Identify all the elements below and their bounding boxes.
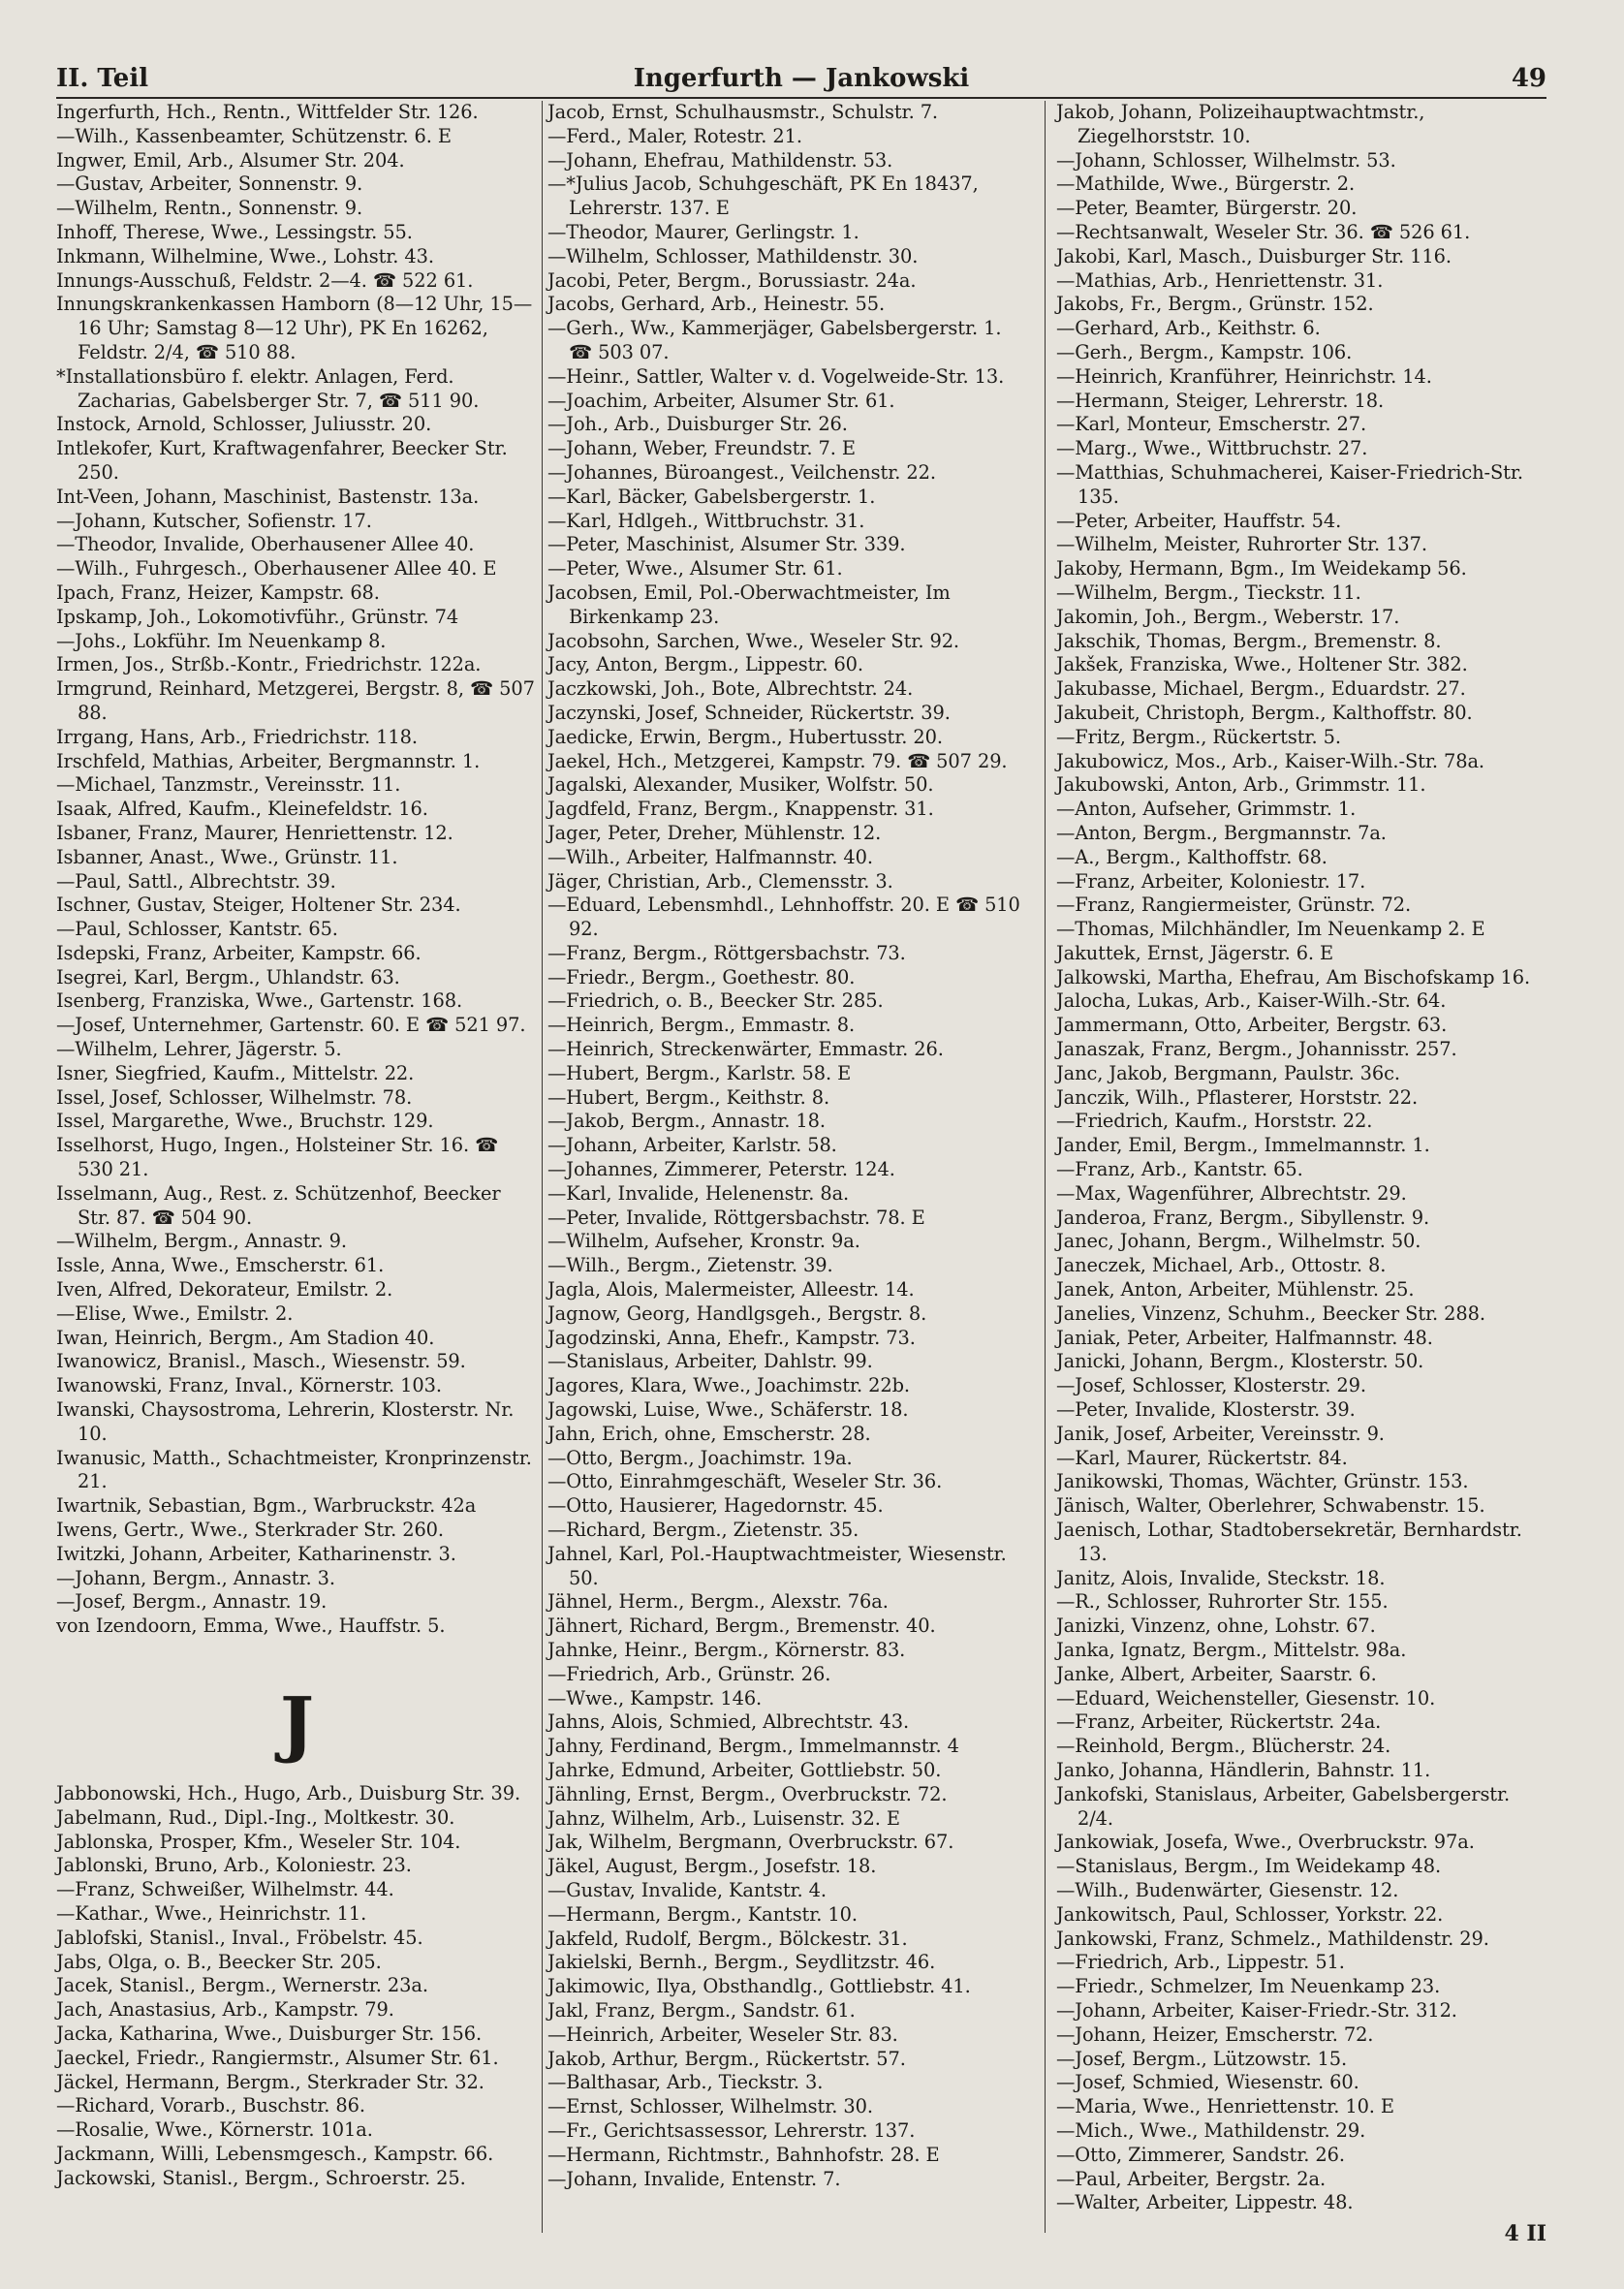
directory-entry: Jahnz, Wilhelm, Arb., Luisenstr. 32. E bbox=[547, 1806, 900, 1830]
directory-entry: —Josef, Schmied, Wiesenstr. 60. bbox=[1056, 2071, 1359, 2094]
directory-entry: —Mich., Wwe., Mathildenstr. 29. bbox=[1056, 2118, 1366, 2142]
column-divider-1 bbox=[542, 101, 543, 2233]
directory-entry: —Max, Wagenführer, Albrechtstr. 29. bbox=[1056, 1181, 1407, 1205]
directory-entry: —Peter, Invalide, Klosterstr. 39. bbox=[1056, 1398, 1356, 1422]
directory-entry: —Johann, Ehefrau, Mathildenstr. 53. bbox=[547, 148, 893, 172]
directory-entry: Jander, Emil, Bergm., Immelmannstr. 1. bbox=[1056, 1134, 1430, 1157]
directory-entry: Isbaner, Franz, Maurer, Henriettenstr. 12. bbox=[56, 821, 453, 844]
directory-entry: Jach, Anastasius, Arb., Kampstr. 79. bbox=[56, 1998, 394, 2022]
directory-entry: —Gustav, Arbeiter, Sonnenstr. 9. bbox=[56, 172, 363, 196]
directory-entry: —Wwe., Kampstr. 146. bbox=[547, 1686, 763, 1709]
directory-entry: Jablofski, Stanisl., Inval., Fröbelstr. 45. bbox=[56, 1926, 423, 1949]
directory-entry: Ischner, Gustav, Steiger, Holtener Str. 234. bbox=[56, 894, 461, 917]
directory-entry: Jahns, Alois, Schmied, Albrechtstr. 43. bbox=[547, 1710, 910, 1734]
directory-entry: —Franz, Rangiermeister, Grünstr. 72. bbox=[1056, 894, 1412, 917]
directory-entry: —Anton, Aufseher, Grimmstr. 1. bbox=[1056, 798, 1357, 821]
directory-entry: —Wilh., Arbeiter, Halfmannstr. 40. bbox=[547, 845, 873, 868]
directory-entry: Innungs-Ausschuß, Feldstr. 2—4. ☎ 522 61. bbox=[56, 268, 474, 292]
directory-entry: —Friedr., Schmelzer, Im Neuenkamp 23. bbox=[1056, 1975, 1441, 1998]
directory-entry: Jaeckel, Friedr., Rangiermstr., Alsumer Str. 61. bbox=[56, 2046, 499, 2069]
directory-entry: Jakoby, Hermann, Bgm., Im Weidekamp 56. bbox=[1056, 557, 1467, 580]
directory-entry: Jakschik, Thomas, Bergm., Bremenstr. 8. bbox=[1056, 629, 1442, 652]
directory-entry: Iven, Alfred, Dekorateur, Emilstr. 2. bbox=[56, 1278, 393, 1301]
directory-entry: Jakuttek, Ernst, Jägerstr. 6. E bbox=[1056, 941, 1334, 964]
directory-entry: —Wilhelm, Schlosser, Mathildenstr. 30. bbox=[547, 244, 919, 267]
directory-entry: Issel, Josef, Schlosser, Wilhelmstr. 78. bbox=[56, 1085, 413, 1109]
directory-entry: —Franz, Arb., Kantstr. 65. bbox=[1056, 1158, 1303, 1181]
running-title: Ingerfurth — Jankowski bbox=[633, 64, 970, 93]
directory-entry: Iwanusic, Matth., Schachtmeister, Kronprinzenstr. 21. bbox=[56, 1446, 532, 1493]
directory-entry: —Ernst, Schlosser, Wilhelmstr. 30. bbox=[547, 2095, 873, 2118]
directory-entry: —Eduard, Lebensmhdl., Lehnhoffstr. 20. E ☎ 510 92. bbox=[547, 894, 1020, 941]
directory-entry: —Johs., Lokführ. Im Neuenkamp 8. bbox=[56, 629, 387, 652]
directory-entry: —Johannes, Zimmerer, Peterstr. 124. bbox=[547, 1158, 895, 1181]
directory-entry: Innungskrankenkassen Hamborn (8—12 Uhr, 15—16 Uhr; Samstag 8—12 Uhr), PK En 16262, Feldstr. 2/4, ☎ 510 88. bbox=[56, 293, 533, 363]
directory-entry: Jacobsohn, Sarchen, Wwe., Weseler Str. 92. bbox=[547, 629, 959, 652]
directory-entry: —Theodor, Invalide, Oberhausener Allee 40. bbox=[56, 533, 475, 556]
directory-entry: Janaszak, Franz, Bergm., Johannisstr. 257. bbox=[1056, 1038, 1457, 1061]
directory-entry: Iwanski, Chaysostroma, Lehrerin, Klosterstr. Nr. 10. bbox=[56, 1398, 515, 1445]
directory-entry: —Eduard, Weichensteller, Giesenstr. 10. bbox=[1056, 1686, 1436, 1709]
directory-entry: —Peter, Arbeiter, Hauffstr. 54. bbox=[1056, 509, 1342, 532]
column-2-entries bbox=[547, 101, 1030, 2191]
directory-entry: Janc, Jakob, Bergmann, Paulstr. 36c. bbox=[1056, 1061, 1400, 1084]
directory-entry: Iwanowski, Franz, Inval., Körnerstr. 103. bbox=[56, 1374, 442, 1397]
directory-entry: Ingwer, Emil, Arb., Alsumer Str. 204. bbox=[56, 148, 405, 172]
part-label: II. Teil bbox=[56, 64, 149, 93]
directory-entry: —Gerhard, Arb., Keithstr. 6. bbox=[1056, 317, 1321, 340]
directory-entry: Janik, Josef, Arbeiter, Vereinsstr. 9. bbox=[1056, 1422, 1385, 1445]
directory-entry: Jablonska, Prosper, Kfm., Weseler Str. 104. bbox=[56, 1830, 461, 1853]
directory-entry: —Otto, Einrahmgeschäft, Weseler Str. 36. bbox=[547, 1470, 943, 1493]
directory-entry: Jäkel, August, Bergm., Josefstr. 18. bbox=[547, 1855, 877, 1878]
directory-entry: —Matthias, Schuhmacherei, Kaiser-Friedrich-Str. 135. bbox=[1056, 460, 1523, 508]
directory-entry: Janczik, Wilh., Pflasterer, Horststr. 22. bbox=[1056, 1085, 1419, 1109]
directory-entry: Jakielski, Bernh., Bergm., Seydlitzstr. 46. bbox=[547, 1951, 936, 1974]
directory-entry: Jakobs, Fr., Bergm., Grünstr. 152. bbox=[1056, 293, 1374, 316]
directory-entry: Janderoa, Franz, Bergm., Sibyllenstr. 9. bbox=[1056, 1206, 1430, 1229]
directory-entry: Jacy, Anton, Bergm., Lippestr. 60. bbox=[547, 653, 863, 676]
directory-entry: —Otto, Hausierer, Hagedornstr. 45. bbox=[547, 1494, 884, 1518]
directory-entry: —*Julius Jacob, Schuhgeschäft, PK En 18437, Lehrerstr. 137. E bbox=[547, 172, 979, 220]
directory-entry: Jakob, Johann, Polizeihauptwachtmstr., Ziegelhorststr. 10. bbox=[1056, 101, 1425, 147]
directory-entry: —Elise, Wwe., Emilstr. 2. bbox=[56, 1301, 294, 1325]
directory-entry: Janek, Anton, Arbeiter, Mühlenstr. 25. bbox=[1056, 1278, 1415, 1301]
directory-entry: Janec, Johann, Bergm., Wilhelmstr. 50. bbox=[1056, 1230, 1421, 1253]
directory-entry: Janka, Ignatz, Bergm., Mittelstr. 98a. bbox=[1056, 1639, 1407, 1661]
directory-entry: —Stanislaus, Arbeiter, Dahlstr. 99. bbox=[547, 1350, 873, 1373]
directory-entry: Isselmann, Aug., Rest. z. Schützenhof, Beecker Str. 87. ☎ 504 90. bbox=[56, 1181, 501, 1229]
directory-entry: —Gerh., Ww., Kammerjäger, Gabelsbergerstr. 1. ☎ 503 07. bbox=[547, 317, 1002, 363]
directory-entry: Irmgrund, Reinhard, Metzgerei, Bergstr. 8, ☎ 507 88. bbox=[56, 677, 535, 724]
directory-entry: —Paul, Arbeiter, Bergstr. 2a. bbox=[1056, 2167, 1327, 2190]
directory-entry: Jahn, Erich, ohne, Emscherstr. 28. bbox=[547, 1422, 871, 1445]
directory-entry: —Rechtsanwalt, Weseler Str. 36. ☎ 526 61. bbox=[1056, 220, 1471, 243]
directory-entry: Iwartnik, Sebastian, Bgm., Warbruckstr. 42a bbox=[56, 1494, 477, 1518]
directory-entry: Ipskamp, Joh., Lokomotivführ., Grünstr. 74 bbox=[56, 605, 459, 628]
directory-entry: Janke, Albert, Arbeiter, Saarstr. 6. bbox=[1056, 1662, 1377, 1685]
directory-entry: —Heinrich, Arbeiter, Weseler Str. 83. bbox=[547, 2022, 898, 2046]
directory-entry: —Walter, Arbeiter, Lippestr. 48. bbox=[1056, 2191, 1354, 2214]
directory-entry: —Johann, Arbeiter, Kaiser-Friedr.-Str. 312. bbox=[1056, 1998, 1457, 2022]
directory-entry: —Anton, Bergm., Bergmannstr. 7a. bbox=[1056, 821, 1387, 844]
directory-entry: Jammermann, Otto, Arbeiter, Bergstr. 63. bbox=[1056, 1014, 1448, 1037]
directory-entry: —Maria, Wwe., Henriettenstr. 10. E bbox=[1056, 2095, 1394, 2118]
directory-entry: Irmen, Jos., Strßb.-Kontr., Friedrichstr. 122a. bbox=[56, 653, 482, 676]
directory-entry: Jakfeld, Rudolf, Bergm., Bölckestr. 31. bbox=[547, 1927, 908, 1950]
directory-entry: Jakubowski, Anton, Arb., Grimmstr. 11. bbox=[1056, 773, 1426, 797]
column-1 bbox=[56, 101, 538, 2191]
directory-entry: Jacob, Ernst, Schulhausmstr., Schulstr. 7. bbox=[547, 101, 938, 123]
directory-entry: —Franz, Bergm., Röttgersbachstr. 73. bbox=[547, 941, 906, 964]
directory-entry: Intlekofer, Kurt, Kraftwagenfahrer, Beecker Str. 250. bbox=[56, 437, 508, 484]
directory-entry: Janiak, Peter, Arbeiter, Halfmannstr. 48. bbox=[1056, 1326, 1433, 1349]
directory-entry: Jakimowic, Ilya, Obsthandlg., Gottliebstr. 41. bbox=[547, 1975, 971, 1998]
directory-entry: —Heinrich, Bergm., Emmastr. 8. bbox=[547, 1014, 856, 1037]
directory-entry: Jacobi, Peter, Bergm., Borussiastr. 24a. bbox=[547, 268, 917, 292]
directory-entry: —Gustav, Invalide, Kantstr. 4. bbox=[547, 1878, 827, 1901]
directory-entry: Jak, Wilhelm, Bergmann, Overbruckstr. 67. bbox=[547, 1831, 954, 1854]
directory-entry: Isenberg, Franziska, Wwe., Gartenstr. 168. bbox=[56, 989, 463, 1013]
directory-entry: —Balthasar, Arb., Tieckstr. 3. bbox=[547, 2071, 824, 2094]
directory-entry: —Peter, Wwe., Alsumer Str. 61. bbox=[547, 557, 843, 580]
column-1-entries-i bbox=[56, 101, 538, 1639]
directory-entry: —A., Bergm., Kalthoffstr. 68. bbox=[1056, 845, 1327, 868]
directory-entry: —Johann, Heizer, Emscherstr. 72. bbox=[1056, 2022, 1374, 2046]
directory-entry: —Heinrich, Streckenwärter, Emmastr. 26. bbox=[547, 1038, 944, 1061]
directory-entry: —Karl, Monteur, Emscherstr. 27. bbox=[1056, 413, 1367, 436]
directory-entry: Jaczkowski, Joh., Bote, Albrechtstr. 24. bbox=[547, 677, 914, 701]
directory-entry: —Johann, Weber, Freundstr. 7. E bbox=[547, 437, 856, 460]
directory-entry: —Johann, Invalide, Entenstr. 7. bbox=[547, 2167, 841, 2190]
directory-entry: Jakl, Franz, Bergm., Sandstr. 61. bbox=[547, 1998, 856, 2022]
directory-entry: Jabs, Olga, o. B., Beecker Str. 205. bbox=[56, 1950, 382, 1973]
directory-entry: —Rosalie, Wwe., Körnerstr. 101a. bbox=[56, 2118, 373, 2142]
directory-entry: —Otto, Zimmerer, Sandstr. 26. bbox=[1056, 2143, 1345, 2166]
directory-entry: Instock, Arnold, Schlosser, Juliusstr. 20. bbox=[56, 413, 432, 436]
directory-entry: —Peter, Maschinist, Alsumer Str. 339. bbox=[547, 533, 906, 556]
directory-entry: —Richard, Vorarb., Buschstr. 86. bbox=[56, 2094, 365, 2117]
directory-entry: —Karl, Bäcker, Gabelsbergerstr. 1. bbox=[547, 485, 876, 508]
directory-entry: —Karl, Invalide, Helenenstr. 8a. bbox=[547, 1181, 850, 1205]
directory-entry: —Reinhold, Bergm., Blücherstr. 24. bbox=[1056, 1735, 1391, 1758]
directory-entry: —Gerh., Bergm., Kampstr. 106. bbox=[1056, 340, 1353, 363]
directory-entry: —Peter, Invalide, Röttgersbachstr. 78. E bbox=[547, 1206, 925, 1229]
directory-entry: Jaekel, Hch., Metzgerei, Kampstr. 79. ☎ 507 29. bbox=[547, 749, 1008, 772]
directory-entry: Jahnel, Karl, Pol.-Hauptwachtmeister, Wiesenstr. 50. bbox=[547, 1542, 1007, 1589]
directory-entry: Jahny, Ferdinand, Bergm., Immelmannstr. 4 bbox=[547, 1735, 959, 1758]
directory-entry: —Josef, Bergm., Lützowstr. 15. bbox=[1056, 2047, 1348, 2070]
directory-entry: Jagores, Klara, Wwe., Joachimstr. 22b. bbox=[547, 1374, 910, 1397]
directory-entry: Irrgang, Hans, Arb., Friedrichstr. 118. bbox=[56, 725, 418, 748]
directory-entry: Jablonski, Bruno, Arb., Koloniestr. 23. bbox=[56, 1854, 412, 1877]
directory-entry: —Wilhelm, Lehrer, Jägerstr. 5. bbox=[56, 1038, 342, 1061]
directory-entry: Jacek, Stanisl., Bergm., Wernerstr. 23a. bbox=[56, 1974, 428, 1997]
directory-entry: Iwan, Heinrich, Bergm., Am Stadion 40. bbox=[56, 1326, 435, 1349]
directory-entry: —Josef, Schlosser, Klosterstr. 29. bbox=[1056, 1374, 1366, 1397]
directory-entry: Iwitzki, Johann, Arbeiter, Katharinenstr. 3. bbox=[56, 1542, 456, 1565]
column-3 bbox=[1056, 101, 1546, 2215]
directory-entry: Janizki, Vinzenz, ohne, Lohstr. 67. bbox=[1056, 1615, 1376, 1638]
directory-entry: Isaak, Alfred, Kaufm., Kleinefeldstr. 16. bbox=[56, 798, 428, 821]
directory-entry: Jänisch, Walter, Oberlehrer, Schwabenstr. 15. bbox=[1056, 1494, 1485, 1518]
directory-entry: Irschfeld, Mathias, Arbeiter, Bergmannstr. 1. bbox=[56, 749, 481, 772]
directory-entry: —Thomas, Milchhändler, Im Neuenkamp 2. E bbox=[1056, 918, 1485, 941]
directory-entry: Janicki, Johann, Bergm., Klosterstr. 50. bbox=[1056, 1350, 1424, 1373]
directory-entry: —Paul, Sattl., Albrechtstr. 39. bbox=[56, 869, 336, 893]
directory-entry: Jagalski, Alexander, Musiker, Wolfstr. 50. bbox=[547, 773, 934, 797]
directory-entry: —Wilhelm, Bergm., Annastr. 9. bbox=[56, 1230, 347, 1253]
directory-entry: —Wilhelm, Aufseher, Kronstr. 9a. bbox=[547, 1230, 860, 1253]
column-divider-2 bbox=[1045, 101, 1046, 2233]
directory-entry: —Fr., Gerichtsassessor, Lehrerstr. 137. bbox=[547, 2118, 916, 2142]
directory-entry: —Wilhelm, Rentn., Sonnenstr. 9. bbox=[56, 197, 363, 220]
directory-entry: Jankofski, Stanislaus, Arbeiter, Gabelsbergerstr. 2/4. bbox=[1056, 1782, 1511, 1830]
directory-entry: Jacobsen, Emil, Pol.-Oberwachtmeister, Im Birkenkamp 23. bbox=[547, 580, 951, 628]
directory-entry: Isbanner, Anast., Wwe., Grünstr. 11. bbox=[56, 845, 398, 868]
directory-entry: —Heinr., Sattler, Walter v. d. Vogelweide-Str. 13. bbox=[547, 364, 1005, 388]
directory-entry: Issle, Anna, Wwe., Emscherstr. 61. bbox=[56, 1254, 385, 1277]
directory-entry: —Peter, Beamter, Bürgerstr. 20. bbox=[1056, 197, 1358, 220]
directory-entry: —Wilhelm, Bergm., Tieckstr. 11. bbox=[1056, 580, 1361, 604]
header-rule bbox=[56, 97, 1546, 99]
directory-entry: Iwens, Gertr., Wwe., Sterkrader Str. 260. bbox=[56, 1519, 444, 1542]
directory-entry: Jankowiak, Josefa, Wwe., Overbruckstr. 97a. bbox=[1056, 1831, 1475, 1854]
directory-entry: —Fritz, Bergm., Rückertstr. 5. bbox=[1056, 725, 1341, 748]
directory-entry: —Hermann, Richtmstr., Bahnhofstr. 28. E bbox=[547, 2143, 940, 2166]
directory-entry: —Heinrich, Kranführer, Heinrichstr. 14. bbox=[1056, 364, 1432, 388]
directory-entry: —Johann, Schlosser, Wilhelmstr. 53. bbox=[1056, 148, 1396, 172]
directory-entry: —R., Schlosser, Ruhrorter Str. 155. bbox=[1056, 1590, 1389, 1614]
column-2 bbox=[547, 101, 1030, 2191]
column-3-entries bbox=[1056, 101, 1546, 2215]
directory-entry: —Johann, Kutscher, Sofienstr. 17. bbox=[56, 509, 372, 532]
directory-entry: Jakubeit, Christoph, Bergm., Kalthoffstr. 80. bbox=[1056, 701, 1473, 724]
directory-entry: —Wilh., Budenwärter, Giesenstr. 12. bbox=[1056, 1878, 1399, 1901]
directory-entry: —Wilh., Bergm., Zietenstr. 39. bbox=[547, 1254, 833, 1277]
directory-entry: —Mathias, Arb., Henriettenstr. 31. bbox=[1056, 268, 1384, 292]
directory-entry: —Mathilde, Wwe., Bürgerstr. 2. bbox=[1056, 172, 1356, 196]
directory-entry: Jabelmann, Rud., Dipl.-Ing., Moltkestr. 30. bbox=[56, 1805, 455, 1829]
directory-entry: —Richard, Bergm., Zietenstr. 35. bbox=[547, 1519, 859, 1542]
directory-entry: Jagodzinski, Anna, Ehefr., Kampstr. 73. bbox=[547, 1326, 916, 1349]
directory-entry: Jäckel, Hermann, Bergm., Sterkrader Str. 32. bbox=[56, 2070, 484, 2093]
directory-entry: —Hermann, Bergm., Kantstr. 10. bbox=[547, 1902, 858, 1926]
directory-entry: —Paul, Schlosser, Kantstr. 65. bbox=[56, 918, 338, 941]
directory-entry: Jakobi, Karl, Masch., Duisburger Str. 116. bbox=[1056, 244, 1452, 267]
directory-entry: —Karl, Hdlgeh., Wittbruchstr. 31. bbox=[547, 509, 865, 532]
directory-entry: —Hubert, Bergm., Karlstr. 58. E bbox=[547, 1061, 852, 1084]
directory-entry: —Franz, Arbeiter, Rückertstr. 24a. bbox=[1056, 1710, 1382, 1734]
directory-entry: —Marg., Wwe., Wittbruchstr. 27. bbox=[1056, 437, 1368, 460]
directory-entry: Jankowitsch, Paul, Schlosser, Yorkstr. 22. bbox=[1056, 1902, 1444, 1926]
directory-entry: Jakob, Arthur, Bergm., Rückertstr. 57. bbox=[547, 2047, 906, 2070]
directory-entry: —Franz, Schweißer, Wilhelmstr. 44. bbox=[56, 1878, 394, 1901]
directory-entry: Jahnke, Heinr., Bergm., Körnerstr. 83. bbox=[547, 1639, 906, 1661]
directory-entry: Ingerfurth, Hch., Rentn., Wittfelder Str. 126. bbox=[56, 101, 479, 123]
directory-entry: Jähnert, Richard, Bergm., Bremenstr. 40. bbox=[547, 1615, 936, 1638]
directory-entry: Jagdfeld, Franz, Bergm., Knappenstr. 31. bbox=[547, 798, 934, 821]
directory-entry: Iwanowicz, Branisl., Masch., Wiesenstr. 59. bbox=[56, 1350, 466, 1373]
directory-entry: —Otto, Bergm., Joachimstr. 19a. bbox=[547, 1446, 853, 1469]
directory-entry: Jakšek, Franziska, Wwe., Holtener Str. 382. bbox=[1056, 653, 1468, 676]
directory-entry: Janelies, Vinzenz, Schuhm., Beecker Str. 288. bbox=[1056, 1301, 1485, 1325]
directory-entry: Jakomin, Joh., Bergm., Weberstr. 17. bbox=[1056, 605, 1400, 628]
directory-entry: —Theodor, Maurer, Gerlingstr. 1. bbox=[547, 220, 859, 243]
directory-entry: —Wilh., Fuhrgesch., Oberhausener Allee 40. E bbox=[56, 557, 497, 580]
directory-entry: —Hubert, Bergm., Keithstr. 8. bbox=[547, 1085, 830, 1109]
directory-entry: —Jakob, Bergm., Annastr. 18. bbox=[547, 1110, 826, 1133]
signature-mark: 4 II bbox=[1504, 2221, 1546, 2246]
directory-entry: Jankowski, Franz, Schmelz., Mathildenstr. 29. bbox=[1056, 1927, 1489, 1950]
page-header bbox=[56, 58, 1546, 97]
directory-entry: Isselhorst, Hugo, Ingen., Holsteiner Str. 16. ☎ 530 21. bbox=[56, 1134, 499, 1181]
directory-entry: —Johann, Bergm., Annastr. 3. bbox=[56, 1566, 335, 1589]
directory-entry: —Franz, Arbeiter, Koloniestr. 17. bbox=[1056, 869, 1366, 893]
directory-entry: Jähnel, Herm., Bergm., Alexstr. 76a. bbox=[547, 1590, 889, 1614]
directory-entry: von Izendoorn, Emma, Wwe., Hauffstr. 5. bbox=[56, 1615, 446, 1638]
directory-entry: Jabbonowski, Hch., Hugo, Arb., Duisburg Str. 39. bbox=[56, 1782, 521, 1804]
directory-entry: Jakubowicz, Mos., Arb., Kaiser-Wilh.-Str. 78a. bbox=[1056, 749, 1484, 772]
directory-entry: Jaczynski, Josef, Schneider, Rückertstr. 39. bbox=[547, 701, 951, 724]
directory-entry: Jacka, Katharina, Wwe., Duisburger Str. 156. bbox=[56, 2022, 483, 2045]
directory-entry: —Joh., Arb., Duisburger Str. 26. bbox=[547, 413, 848, 436]
directory-entry: Ipach, Franz, Heizer, Kampstr. 68. bbox=[56, 580, 380, 604]
directory-entry: —Michael, Tanzmstr., Vereinsstr. 11. bbox=[56, 773, 401, 797]
directory-entry: Jaenisch, Lothar, Stadtobersekretär, Bernhardstr. 13. bbox=[1056, 1519, 1522, 1565]
directory-entry: Inkmann, Wilhelmine, Wwe., Lohstr. 43. bbox=[56, 244, 434, 267]
directory-entry: Isdepski, Franz, Arbeiter, Kampstr. 66. bbox=[56, 941, 422, 964]
directory-entry: Jalkowski, Martha, Ehefrau, Am Bischofskamp 16. bbox=[1056, 965, 1531, 988]
directory-entry: —Josef, Unternehmer, Gartenstr. 60. E ☎ 521 97. bbox=[56, 1014, 526, 1037]
directory-entry: —Friedr., Bergm., Goethestr. 80. bbox=[547, 965, 856, 988]
directory-entry: Jackmann, Willi, Lebensmgesch., Kampstr. 66. bbox=[56, 2142, 494, 2165]
directory-entry: Jagowski, Luise, Wwe., Schäferstr. 18. bbox=[547, 1398, 909, 1422]
directory-entry: Janeczek, Michael, Arb., Ottostr. 8. bbox=[1056, 1254, 1387, 1277]
directory-entry: *Installationsbüro f. elektr. Anlagen, Ferd. Zacharias, Gabelsberger Str. 7, ☎ 511 90. bbox=[56, 364, 480, 412]
directory-entry: —Friedrich, Arb., Grünstr. 26. bbox=[547, 1662, 831, 1685]
page-number: 49 bbox=[1511, 64, 1546, 93]
directory-entry: —Hermann, Steiger, Lehrerstr. 18. bbox=[1056, 389, 1385, 412]
directory-entry: —Karl, Maurer, Rückertstr. 84. bbox=[1056, 1446, 1348, 1469]
directory-entry: Jager, Peter, Dreher, Mühlenstr. 12. bbox=[547, 821, 882, 844]
section-letter: J bbox=[280, 1682, 314, 1766]
directory-entry: Janitz, Alois, Invalide, Steckstr. 18. bbox=[1056, 1566, 1386, 1589]
directory-entry: Inhoff, Therese, Wwe., Lessingstr. 55. bbox=[56, 220, 413, 243]
directory-entry: —Friedrich, Kaufm., Horststr. 22. bbox=[1056, 1110, 1373, 1133]
directory-entry: —Friedrich, Arb., Lippestr. 51. bbox=[1056, 1951, 1345, 1974]
directory-entry: Jagla, Alois, Malermeister, Alleestr. 14. bbox=[547, 1278, 915, 1301]
directory-entry: —Stanislaus, Bergm., Im Weidekamp 48. bbox=[1056, 1855, 1442, 1878]
directory-entry: Jalocha, Lukas, Arb., Kaiser-Wilh.-Str. 64. bbox=[1056, 989, 1447, 1013]
directory-entry: Jacobs, Gerhard, Arb., Heinestr. 55. bbox=[547, 293, 886, 316]
directory-entry: —Friedrich, o. B., Beecker Str. 285. bbox=[547, 989, 884, 1013]
directory-entry: —Wilhelm, Meister, Ruhrorter Str. 137. bbox=[1056, 533, 1427, 556]
directory-entry: —Ferd., Maler, Rotestr. 21. bbox=[547, 124, 802, 147]
directory-entry: Isegrei, Karl, Bergm., Uhlandstr. 63. bbox=[56, 965, 400, 988]
directory-entry: —Wilh., Kassenbeamter, Schützenstr. 6. E bbox=[56, 124, 452, 147]
directory-entry: Int-Veen, Johann, Maschinist, Bastenstr. 13a. bbox=[56, 485, 480, 508]
directory-entry: Jähnling, Ernst, Bergm., Overbruckstr. 72. bbox=[547, 1782, 948, 1805]
directory-entry: —Josef, Bergm., Annastr. 19. bbox=[56, 1590, 328, 1614]
directory-entry: —Johann, Arbeiter, Karlstr. 58. bbox=[547, 1134, 837, 1157]
directory-entry: Janikowski, Thomas, Wächter, Grünstr. 153. bbox=[1056, 1470, 1469, 1493]
directory-entry: Jackowski, Stanisl., Bergm., Schroerstr. 25. bbox=[56, 2166, 466, 2189]
directory-entry: Isner, Siegfried, Kaufm., Mittelstr. 22. bbox=[56, 1061, 415, 1084]
directory-entry: Issel, Margarethe, Wwe., Bruchstr. 129. bbox=[56, 1110, 434, 1133]
directory-entry: —Kathar., Wwe., Heinrichstr. 11. bbox=[56, 1901, 367, 1925]
directory-entry: Jagnow, Georg, Handlgsgeh., Bergstr. 8. bbox=[547, 1301, 927, 1325]
directory-entry: —Joachim, Arbeiter, Alsumer Str. 61. bbox=[547, 389, 895, 412]
directory-entry: Jakubasse, Michael, Bergm., Eduardstr. 27. bbox=[1056, 677, 1466, 701]
directory-entry: Jäger, Christian, Arb., Clemensstr. 3. bbox=[547, 869, 893, 893]
column-1-entries-j bbox=[56, 1782, 538, 2191]
directory-entry: Jaedicke, Erwin, Bergm., Hubertusstr. 20. bbox=[547, 725, 943, 748]
directory-entry: Jahrke, Edmund, Arbeiter, Gottliebstr. 50. bbox=[547, 1758, 942, 1781]
directory-entry: Janko, Johanna, Händlerin, Bahnstr. 11. bbox=[1056, 1758, 1431, 1781]
directory-entry: —Johannes, Büroangest., Veilchenstr. 22. bbox=[547, 460, 936, 484]
